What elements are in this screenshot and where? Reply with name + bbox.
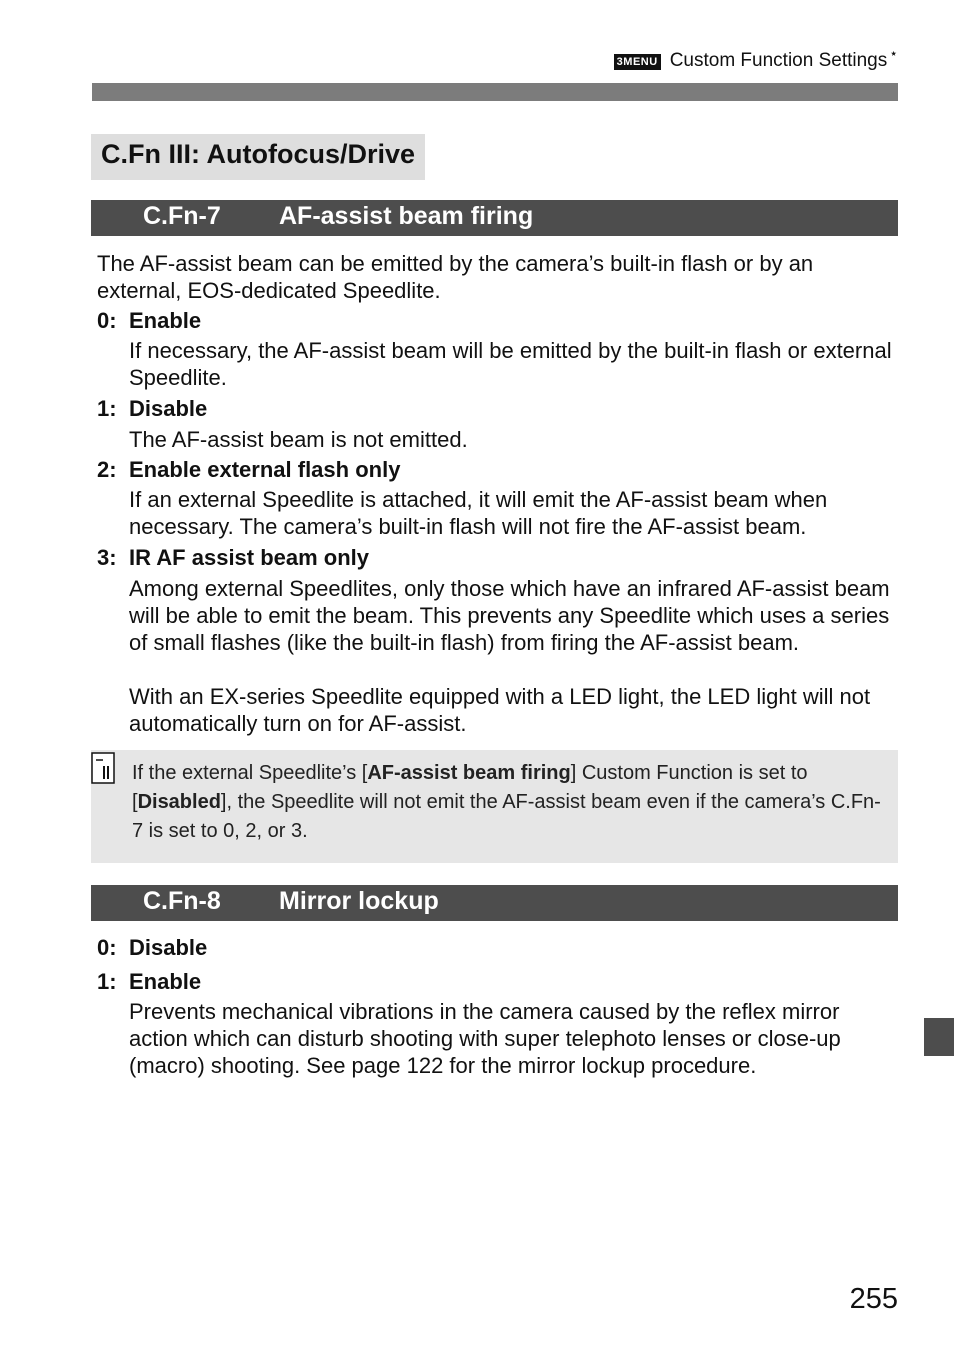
option-number: 0: [97,308,117,333]
cfn7-number: C.Fn-7 [143,202,221,230]
option-label: Enable external flash only [129,457,401,482]
note-bold-value: Disabled [137,791,221,813]
option-label: Disable [129,935,208,960]
chapter-tab [924,1018,954,1056]
option-number: 2: [97,457,117,482]
cfn7-option-1 [97,395,207,422]
cfn7-option-3-desc2: With an EX-series Speedlite equipped with a LED light, the LED light will not automatically turn on for AF-assist. [129,684,871,736]
cfn8-option-1-desc: Prevents mechanical vibrations in the camera caused by the reflex mirror action which can disturb shooting with super telephoto lenses or close-up (macro) shooting. See page 122 for the mirror lockup procedure. [129,999,841,1078]
cfn7-option-3 [97,544,369,571]
option-label: Disable [129,396,208,421]
header-title: Custom Function Settings [669,50,888,71]
cfn7-option-0-desc: If necessary, the AF-assist beam will be emitted by the built-in flash or external Speedlite. [129,338,892,390]
header-rule [92,83,898,101]
cfn8-name: Mirror lockup [279,887,439,915]
note-text [132,759,882,846]
note-text-part: If the external Speedlite’s [ [132,762,368,784]
cfn7-name: AF-assist beam firing [279,202,534,230]
cfn7-intro: The AF-assist beam can be emitted by the camera’s built-in flash or by an external, EOS-dedicated Speedlite. [97,251,814,303]
page-header [614,45,898,72]
cfn7-option-0 [97,307,201,334]
cfn7-option-1-desc: The AF-assist beam is not emitted. [129,427,468,452]
cfn7-option-2-desc: If an external Speedlite is attached, it will emit the AF-assist beam when necessary. The camera’s built-in flash will not fire the AF-assist beam. [129,487,828,539]
page-number: 255 [849,1283,898,1315]
option-label: IR AF assist beam only [129,545,370,570]
section-title: C.Fn III: Autofocus/Drive [91,134,425,180]
option-number: 1: [97,969,117,994]
star-icon: ⋆ [889,45,898,61]
note-text-part: ], the Speedlite will not emit the AF-assist beam even if the camera’s C.Fn-7 is set to 0, 2, or 3. [132,791,881,842]
option-number: 0: [97,935,117,960]
cfn7-heading-bar [91,200,898,236]
cfn7-option-3-desc: Among external Speedlites, only those which have an infrared AF-assist beam will be able to emit the beam. This prevents any Speedlite which uses a series of small flashes (like the built-in flash) from firing the AF-assist beam. [129,576,890,655]
option-number: 1: [97,396,117,421]
option-label: Enable [129,969,202,994]
option-label: Enable [129,308,202,333]
note-box [91,750,898,863]
option-number: 3: [97,545,117,570]
cfn7-option-2 [97,456,400,483]
note-icon [91,752,119,786]
note-bold-setting: AF-assist beam firing [367,762,571,784]
cfn8-option-1 [97,968,201,995]
cfn8-option-0 [97,934,207,961]
cfn8-number: C.Fn-8 [143,887,221,915]
menu-icon: 3MENU [614,54,661,70]
cfn8-heading-bar [91,885,898,921]
note-text-part: ] Custom Function is set to [ [132,762,808,813]
